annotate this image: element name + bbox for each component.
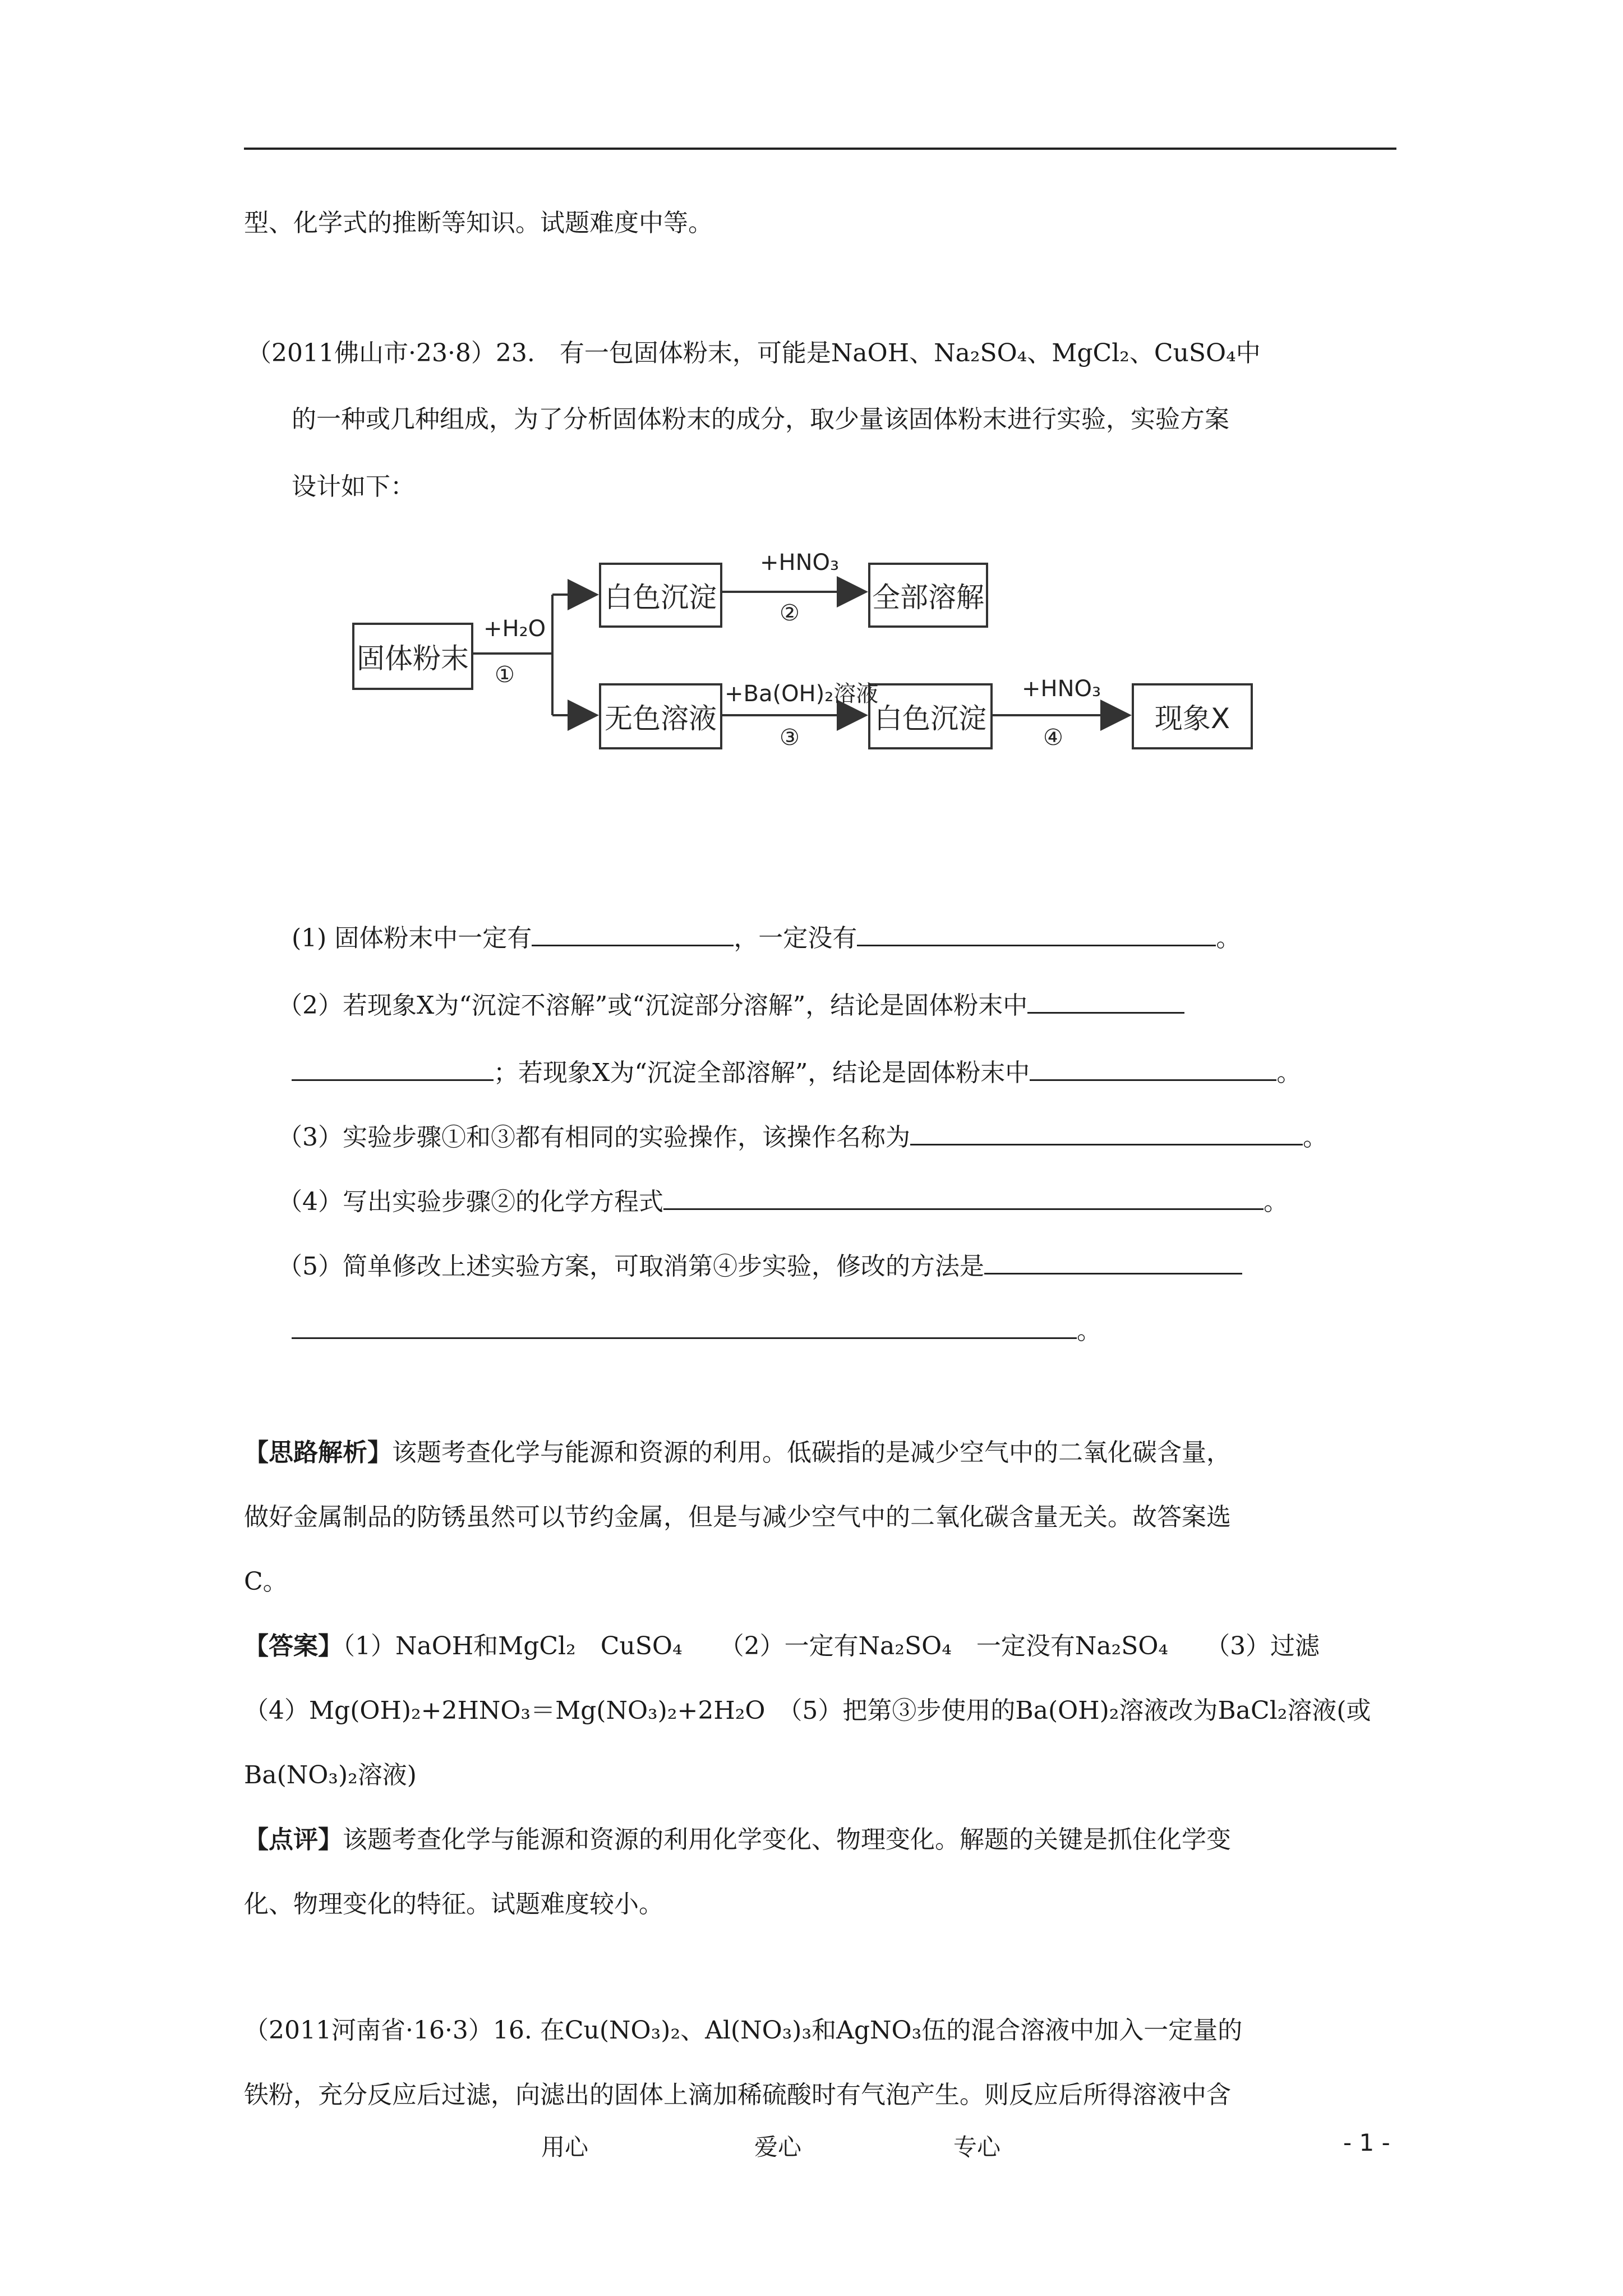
label-step4-reagent: +HNO₃	[1022, 676, 1101, 702]
sub-question-3	[278, 1119, 1327, 1154]
label-step1-num: ①	[495, 662, 515, 688]
q3-blank[interactable]	[910, 1119, 1303, 1145]
q2-blank-1a[interactable]	[1027, 987, 1184, 1014]
analysis-line-1	[244, 1436, 1231, 1470]
q2-text-a: （2）若现象X为“沉淀不溶解”或“沉淀部分溶解”，结论是固体粉末中	[278, 991, 1028, 1020]
label-step1-reagent: +H₂O	[483, 616, 546, 642]
next-question-line-2: 铁粉，充分反应后过滤，向滤出的固体上滴加稀硫酸时有气泡产生。则反应后所得溶液中含	[244, 2081, 1231, 2109]
question-chemicals: NaOH、Na₂SO₄、MgCl₂、CuSO₄	[831, 339, 1236, 367]
sub-question-4	[278, 1184, 1288, 1219]
q4-end: 。	[1264, 1188, 1288, 1216]
q1-text-a: (1) 固体粉末中一定有	[292, 924, 532, 953]
q1-text-b: ，一定没有	[734, 924, 857, 953]
sub-question-2-line-2	[292, 1055, 1301, 1090]
q1-end: 。	[1216, 924, 1241, 953]
question-line-1	[247, 337, 1261, 370]
sub-question-5-line-2	[292, 1313, 1101, 1348]
q1-blank-1[interactable]	[532, 920, 734, 946]
q3-end: 。	[1303, 1123, 1327, 1152]
question-suffix: 中	[1235, 339, 1261, 367]
answer-line-1	[244, 1630, 1320, 1663]
question-prefix: （2011佛山市·23·8）23. 有一包固体粉末，可能是	[247, 339, 831, 367]
box-phenomenon-x: 现象X	[1132, 683, 1253, 749]
label-step3-num: ③	[780, 725, 800, 751]
analysis-line-3: C。	[244, 1567, 288, 1596]
box-white-precipitate-2: 白色沉淀	[868, 683, 993, 749]
answer-text-1: （1）NaOH和MgCl₂ CuSO₄ （2）一定有Na₂SO₄ 一定没有Na₂SO₄ （3）过滤	[343, 1632, 1320, 1660]
answer-label: 【答案】	[244, 1632, 343, 1660]
analysis-line-2: 做好金属制品的防锈虽然可以节约金属，但是与减少空气中的二氧化碳含量无关。故答案选	[244, 1503, 1231, 1531]
analysis-text-1: 该题考查化学与能源和资源的利用。低碳指的是减少空气中的二氧化碳含量，	[392, 1438, 1231, 1467]
footer-mid: 爱心	[754, 2133, 802, 2161]
label-step4-num: ④	[1043, 725, 1063, 751]
sub-question-5	[278, 1248, 1242, 1283]
comment-line-1	[244, 1823, 1231, 1857]
box-white-precipitate-1: 白色沉淀	[599, 563, 722, 628]
q5-end: 。	[1077, 1317, 1101, 1345]
q1-blank-2[interactable]	[857, 920, 1216, 946]
question-line-3: 设计如下：	[292, 472, 415, 501]
box-dissolve-all: 全部溶解	[868, 563, 988, 628]
q3-text: （3）实验步骤①和③都有相同的实验操作，该操作名称为	[278, 1123, 910, 1152]
comment-line-2: 化、物理变化的特征。试题难度较小。	[244, 1890, 663, 1918]
label-step2-num: ②	[780, 600, 800, 626]
sub-question-2-line-1	[278, 987, 1184, 1023]
q5-text: （5）简单修改上述实验方案，可取消第④步实验，修改的方法是	[278, 1252, 984, 1281]
q5-blank-2[interactable]	[292, 1313, 1077, 1339]
comment-text-1: 该题考查化学与能源和资源的利用化学变化、物理变化。解题的关键是抓住化学变	[343, 1825, 1231, 1854]
answer-line-2: （4）Mg(OH)₂+2HNO₃＝Mg(NO₃)₂+2H₂O （5）把第③步使用的Ba(OH)₂溶液改为BaCl₂溶液(或	[244, 1696, 1371, 1725]
comment-label: 【点评】	[244, 1825, 343, 1854]
box-colorless-solution: 无色溶液	[599, 683, 722, 749]
box-solid-powder: 固体粉末	[352, 623, 473, 690]
label-step2-reagent: +HNO₃	[760, 550, 840, 576]
analysis-label: 【思路解析】	[244, 1438, 392, 1467]
q2-blank-2[interactable]	[1030, 1055, 1276, 1081]
sub-question-1	[292, 920, 1241, 955]
answer-line-3: Ba(NO₃)₂溶液)	[244, 1761, 417, 1789]
q5-blank-1[interactable]	[984, 1248, 1242, 1274]
q2-text-b: ；若现象X为“沉淀全部溶解”，结论是固体粉末中	[494, 1059, 1030, 1087]
footer-right: 专心	[953, 2133, 1001, 2161]
label-step3-reagent: +Ba(OH)₂溶液	[725, 681, 879, 707]
next-question-line-1: （2011河南省·16·3）16. 在Cu(NO₃)₂、Al(NO₃)₃和AgNO₃伍的混合溶液中加入一定量的	[244, 2016, 1243, 2045]
header-rule	[244, 148, 1396, 150]
top-text: 型、化学式的推断等知识。试题难度中等。	[244, 209, 713, 237]
question-line-2: 的一种或几种组成，为了分析固体粉末的成分，取少量该固体粉末进行实验，实验方案	[292, 405, 1229, 434]
page-number: - 1 -	[1343, 2129, 1390, 2156]
q2-end: 。	[1276, 1059, 1302, 1087]
q4-text: （4）写出实验步骤②的化学方程式	[278, 1188, 663, 1216]
q4-blank[interactable]	[663, 1184, 1264, 1210]
footer-left: 用心	[541, 2133, 589, 2161]
q2-blank-1b[interactable]	[292, 1055, 494, 1081]
